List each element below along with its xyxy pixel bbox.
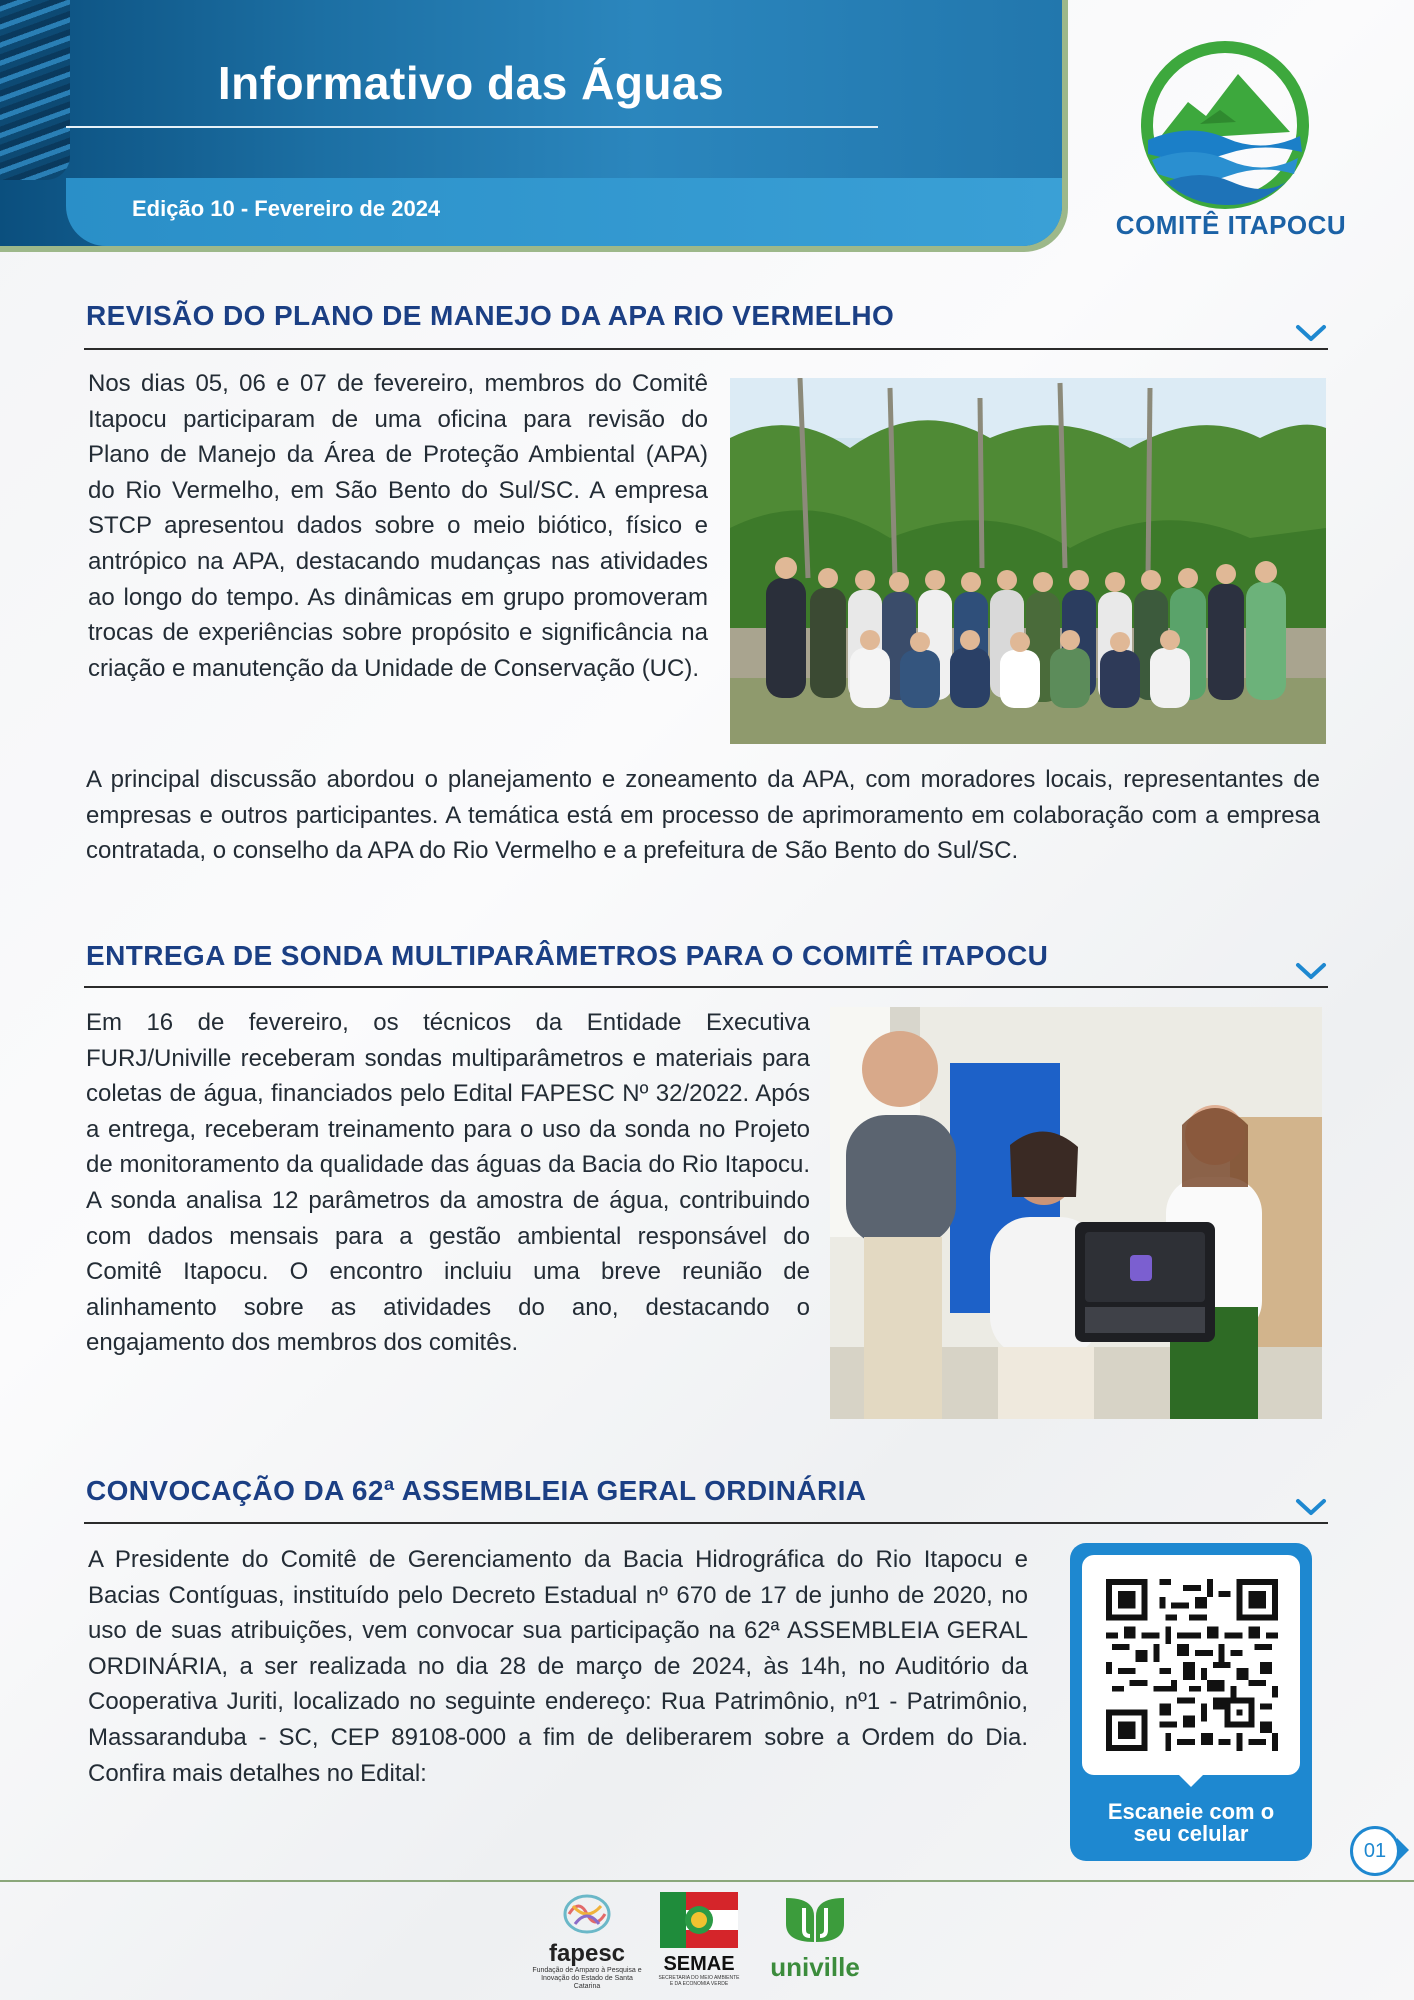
- newsletter-title: Informativo das Águas: [217, 57, 725, 109]
- semae-wordmark: SEMAE: [663, 1953, 735, 1975]
- qr-tail: [1177, 1773, 1205, 1787]
- semae-logo: [658, 1892, 740, 1987]
- section-divider: [84, 986, 1328, 988]
- section-title-sonda: ENTREGA DE SONDA MULTIPARÂMETROS PARA O COMITÊ ITAPOCU: [86, 940, 1049, 971]
- group-photo-apa: [730, 378, 1326, 744]
- title-underline: [66, 126, 878, 128]
- section-divider: [84, 348, 1328, 350]
- comite-itapocu-logo: [1140, 40, 1310, 210]
- fapesc-subtitle: Fundação de Amparo à Pesquisa e Inovação do Estado de Santa Catarina: [532, 1967, 642, 1990]
- semae-subtitle: SECRETARIA DO MEIO AMBIENTE E DA ECONOMIA VERDE: [658, 1975, 740, 1987]
- semae-flag: [660, 1892, 738, 1948]
- univille-logo: [760, 1892, 870, 1981]
- fapesc-wordmark: fapesc: [548, 1940, 626, 1967]
- fapesc-mark: [561, 1892, 613, 1936]
- section-title-assembleia: CONVOCAÇÃO DA 62ª ASSEMBLEIA GERAL ORDINÁRIA: [86, 1475, 867, 1506]
- chevron-down-icon[interactable]: [1294, 960, 1328, 982]
- qr-caption-line: Escaneie com o: [1107, 1799, 1275, 1824]
- section-divider: [84, 1522, 1328, 1524]
- qr-card[interactable]: [1070, 1543, 1312, 1861]
- qr-caption-line: seu celular: [1133, 1821, 1249, 1846]
- section-paragraph: A principal discussão abordou o planejamento e zoneamento da APA, com moradores locais, representantes de empresas e outros participantes. A temática está em processo de aprimoramento em colaboração com a empresa contratada, o conselho da APA do Rio Vermelho e a prefeitura de São Bento do Sul/SC.: [86, 766, 1320, 865]
- edition-label: Edição 10 - Fevereiro de 2024: [132, 196, 441, 221]
- univille-mark: [780, 1892, 850, 1948]
- univille-wordmark: univille: [770, 1952, 860, 1982]
- photo-sonda-delivery: [830, 1007, 1322, 1419]
- footer-divider: [0, 1880, 1414, 1882]
- qr-caption: [1070, 1801, 1312, 1845]
- section-paragraph: Nos dias 05, 06 e 07 de fevereiro, membros do Comitê Itapocu participaram de uma oficina para revisão do Plano de Manejo da Área de Proteção Ambiental (APA) do Rio Vermelho, em São Bento do Sul/SC. A empresa STCP apresentou dados sobre o meio biótico, físico e antrópico na APA, destacando mudanças nas atividades ao longo do tempo. As dinâmicas em grupo promoveram trocas de experiências sobre propósito e significância na criação e manutenção da Unidade de Conservação (UC).: [88, 370, 708, 682]
- qr-code-icon[interactable]: [1106, 1579, 1278, 1751]
- logo-name: COMITÊ ITAPOCU: [1115, 210, 1347, 240]
- fapesc-logo: [532, 1892, 642, 1991]
- section-title-plano-manejo: REVISÃO DO PLANO DE MANEJO DA APA RIO VERMELHO: [86, 300, 895, 331]
- water-texture: [0, 0, 70, 180]
- section-paragraph: A Presidente do Comitê de Gerenciamento da Bacia Hidrográfica do Rio Itapocu e Bacias Contíguas, instituído pelo Decreto Estadual nº 670 de 17 de junho de 2020, no uso de suas atribuições, vem convocar sua participação na 62ª ASSEMBLEIA GERAL ORDINÁRIA, a ser realizada no dia 28 de março de 2024, às 14h, no Auditório da Cooperativa Juriti, localizado no seguinte endereço: Rua Patrimônio, nº1 - Patrimônio, Massaranduba - SC, CEP 89108-000 a fim de deliberarem sobre a Ordem do Dia. Confira mais detalhes no Edital:: [88, 1546, 1028, 1787]
- qr-frame: [1082, 1555, 1300, 1775]
- chevron-down-icon[interactable]: [1294, 322, 1328, 344]
- section-paragraph: Em 16 de fevereiro, os técnicos da Entidade Executiva FURJ/Univille receberam sondas multiparâmetros e materiais para coletas de água, financiados pelo Edital FAPESC Nº 32/2022. Após a entrega, receberam treinamento para o uso da sonda no Projeto de monitoramento da qualidade das águas da Bacia do Rio Itapocu. A sonda analisa 12 parâmetros da amostra de água, contribuindo com dados mensais para a gestão ambiental responsável do Comitê Itapocu. O encontro incluiu uma breve reunião de alinhamento sobre as atividades do ano, destacando o engajamento dos membros dos comitês.: [86, 1009, 810, 1357]
- page-number: 01: [1350, 1826, 1400, 1876]
- page-number-arrow: [1397, 1838, 1409, 1862]
- chevron-down-icon[interactable]: [1294, 1496, 1328, 1518]
